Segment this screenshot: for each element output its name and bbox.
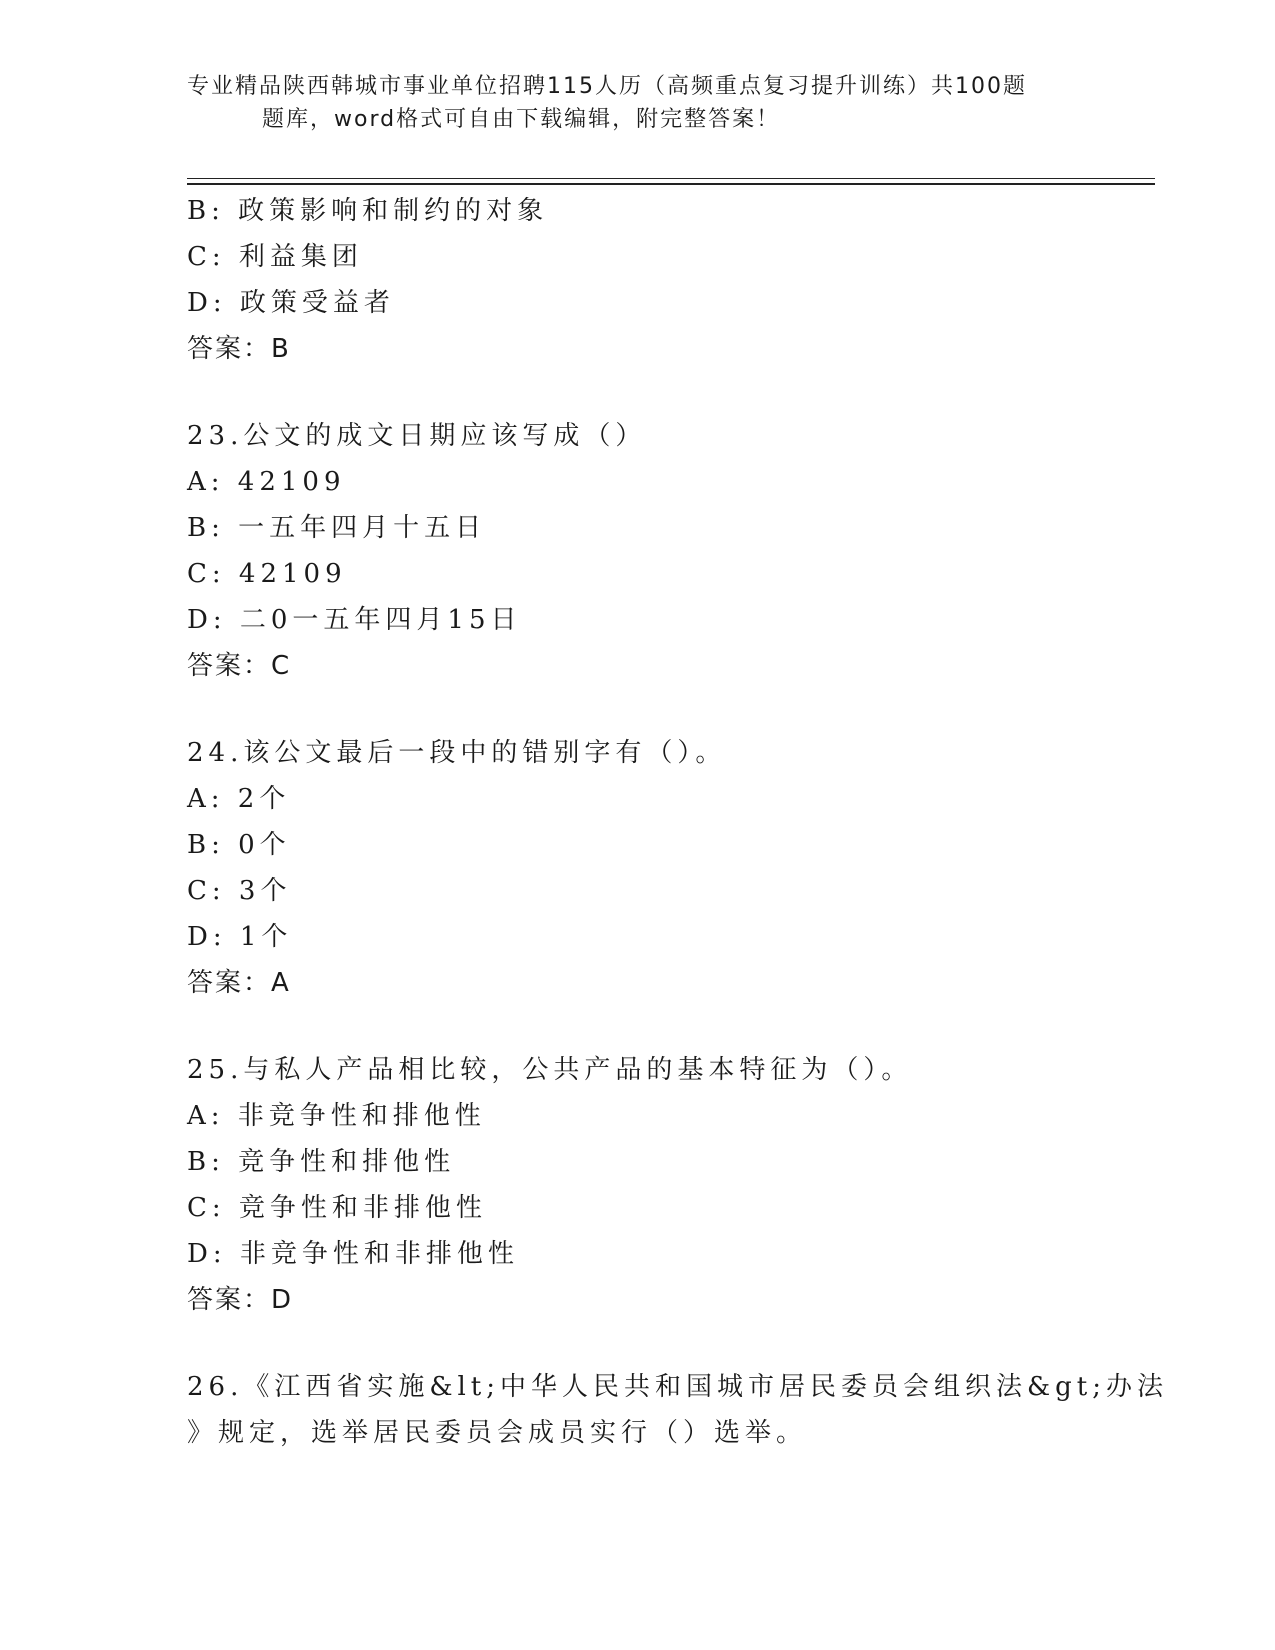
option-c: C: 42109 — [187, 559, 347, 589]
option-c: C: 竞争性和非排他性 — [187, 1193, 487, 1223]
document-title-line-2: 题库，word格式可自由下载编辑，附完整答案！ — [262, 107, 781, 132]
header-divider-thick — [187, 183, 1155, 185]
question-stem-line-1: 26.《江西省实施&lt;中华人民共和国城市居民委员会组织法&gt;办法 — [187, 1372, 1169, 1402]
answer-line: 答案：C — [187, 651, 292, 681]
option-a: A: 42109 — [187, 467, 346, 497]
option-b: B: 一五年四月十五日 — [187, 513, 487, 543]
option-a: A: 非竞争性和排他性 — [187, 1101, 486, 1131]
option-d: D: 1个 — [187, 922, 293, 952]
question-stem-line-2: 》规定，选举居民委员会成员实行（）选举。 — [187, 1418, 808, 1448]
option-b: B: 政策影响和制约的对象 — [187, 196, 549, 226]
question-26 — [187, 1364, 1169, 1456]
question-spacer — [187, 1323, 1087, 1364]
answer-line: 答案：A — [187, 968, 291, 998]
question-stem: 23.公文的成文日期应该写成（） — [187, 421, 647, 451]
answer-line: 答案：D — [187, 1285, 294, 1315]
option-c: C: 3个 — [187, 876, 292, 906]
question-stem: 25.与私人产品相比较，公共产品的基本特征为（）。 — [187, 1055, 913, 1085]
header-divider-thin — [187, 178, 1155, 179]
question-spacer — [187, 372, 1087, 413]
question-spacer — [187, 1006, 1087, 1047]
answer-line: 答案：B — [187, 334, 291, 364]
option-b: B: 0个 — [187, 830, 291, 860]
question-stem: 24.该公文最后一段中的错别字有（）。 — [187, 738, 727, 768]
question-23 — [187, 413, 1087, 689]
option-c: C: 利益集团 — [187, 242, 363, 272]
question-list — [187, 188, 1169, 1456]
question-22-continued — [187, 188, 1087, 372]
question-24 — [187, 730, 1087, 1006]
option-a: A: 2个 — [187, 784, 291, 814]
option-d: D: 政策受益者 — [187, 288, 395, 318]
document-title-line-1: 专业精品陕西韩城市事业单位招聘115人历（高频重点复习提升训练）共100题 — [187, 74, 1027, 99]
option-d: D: 二0一五年四月15日 — [187, 605, 522, 635]
option-b: B: 竞争性和排他性 — [187, 1147, 456, 1177]
option-d: D: 非竞争性和非排他性 — [187, 1239, 519, 1269]
question-25 — [187, 1047, 1087, 1323]
question-spacer — [187, 689, 1087, 730]
